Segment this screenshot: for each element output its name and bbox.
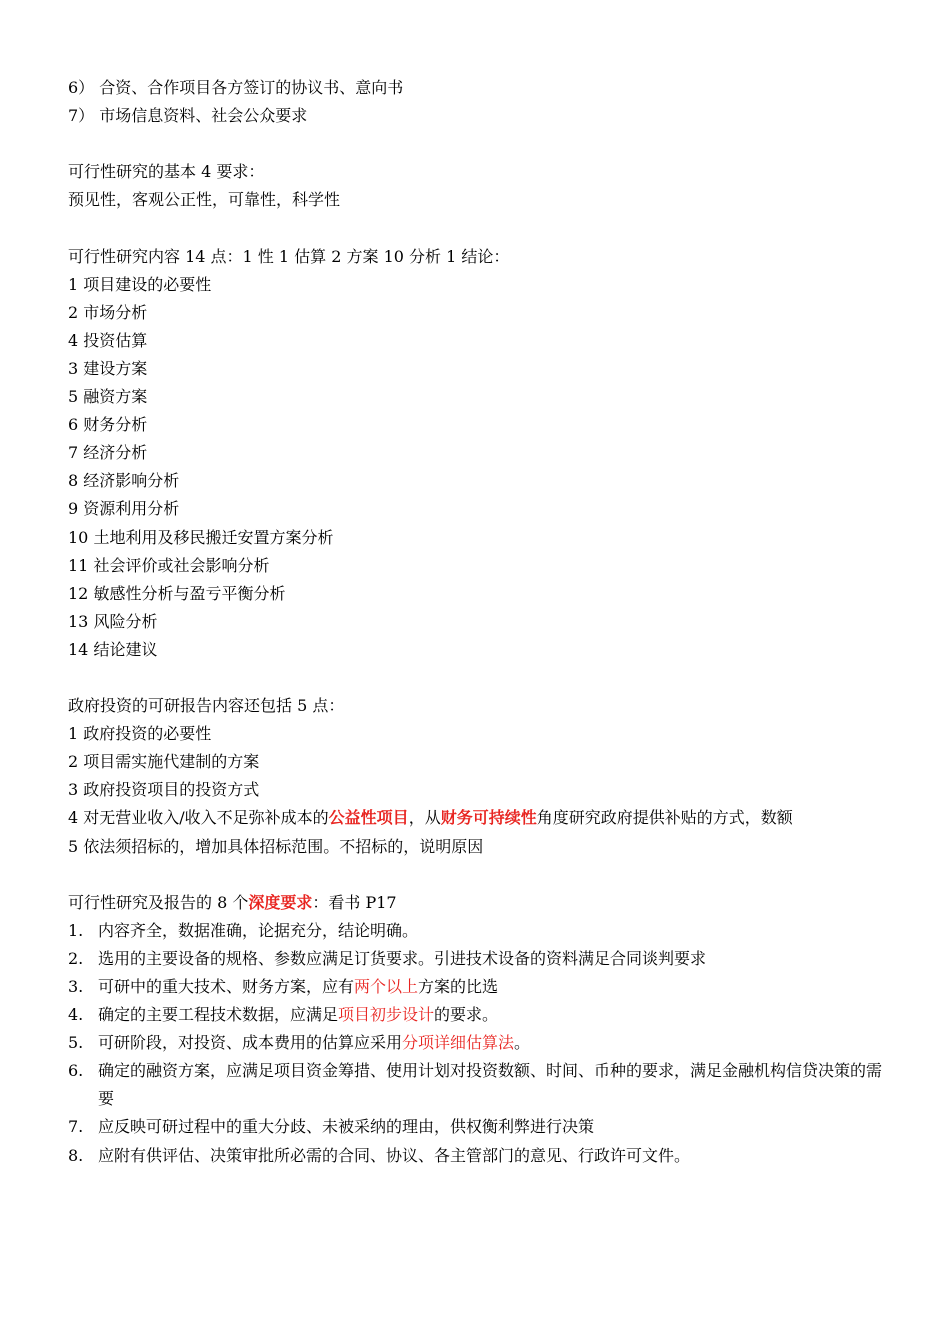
depth-heading — [68, 889, 888, 917]
highlight-preliminary-design: 项目初步设计 — [338, 1005, 435, 1025]
list-text: 确定的融资方案，应满足项目资金筹措、使用计划对投资数额、时间、币种的要求，满足金融机构信贷决策的需要 — [98, 1061, 883, 1109]
list-text: 应反映可研过程中的重大分歧、未被采纳的理由，供权衡利弊进行决策 — [98, 1117, 595, 1137]
content-item: 9 资源利用分析 — [68, 499, 180, 519]
list-text: 选用的主要设备的规格、参数应满足订货要求。引进技术设备的资料满足合同谈判要求 — [98, 948, 707, 968]
depth-item-5 — [68, 1029, 888, 1057]
content-item: 14 结论建议 — [68, 639, 158, 659]
content-item: 1 项目建设的必要性 — [68, 274, 212, 294]
list-number: 5. — [68, 1033, 84, 1053]
gov-item-4 — [68, 804, 888, 832]
content-item: 4 投资估算 — [68, 330, 148, 350]
depth-item-3 — [68, 973, 888, 1001]
source-item-6: 6） 合资、合作项目各方签订的协议书、意向书 — [68, 78, 404, 97]
highlight-depth-req: 深度要求 — [248, 892, 313, 912]
content-item: 8 经济影响分析 — [68, 471, 180, 491]
list-number: 7. — [68, 1117, 84, 1137]
spacer — [68, 214, 888, 242]
depth-heading-text: 可行性研究及报告的 8 个 — [68, 892, 249, 912]
list-text-part: 的要求。 — [434, 1005, 499, 1025]
depth-item-1 — [68, 917, 888, 945]
source-item-7: 7） 市场信息资料、社会公众要求 — [68, 106, 308, 126]
depth-item-6 — [68, 1057, 888, 1113]
basic-req-body: 预见性，客观公正性，可靠性，科学性 — [68, 190, 341, 210]
gov-item-4-text: ，从 — [408, 808, 441, 828]
list-number: 8. — [68, 1145, 84, 1165]
gov-item-4-text: 角度研究政府提供补贴的方式，数额 — [536, 808, 793, 828]
content-heading: 可行性研究内容 14 点：1 性 1 估算 2 方案 10 分析 1 结论： — [68, 246, 510, 266]
list-number: 1. — [68, 920, 84, 940]
list-text: 应附有供评估、决策审批所必需的合同、协议、各主管部门的意见、行政许可文件。 — [98, 1145, 691, 1165]
list-text — [98, 973, 888, 1001]
gov-item-3: 3 政府投资项目的投资方式 — [68, 780, 260, 800]
spacer — [68, 664, 888, 692]
list-number: 4. — [68, 1005, 84, 1025]
list-text: 内容齐全，数据准确，论据充分，结论明确。 — [98, 920, 419, 940]
list-number: 6. — [68, 1061, 84, 1081]
content-item: 3 建设方案 — [68, 358, 148, 378]
highlight-detailed-estimate: 分项详细估算法 — [402, 1033, 515, 1053]
list-text-part: 。 — [514, 1033, 531, 1053]
list-text-part: 可研中的重大技术、财务方案，应有 — [98, 977, 355, 996]
gov-heading: 政府投资的可研报告内容还包括 5 点： — [68, 696, 345, 716]
highlight-two-or-more: 两个以上 — [354, 977, 419, 996]
list-text-part: 确定的主要工程技术数据，应满足 — [98, 1005, 339, 1025]
depth-item-8 — [68, 1142, 888, 1170]
gov-item-2: 2 项目需实施代建制的方案 — [68, 752, 260, 772]
content-item: 13 风险分析 — [68, 611, 158, 631]
document-page — [68, 74, 888, 1170]
list-number: 3. — [68, 977, 84, 996]
list-text-part: 方案的比选 — [418, 977, 499, 996]
highlight-public-welfare: 公益性项目 — [328, 808, 409, 828]
gov-item-4-text: 4 对无营业收入/收入不足弥补成本的 — [68, 808, 329, 828]
depth-item-7 — [68, 1113, 888, 1141]
content-item: 6 财务分析 — [68, 415, 148, 435]
depth-heading-text: ：看书 P17 — [312, 892, 397, 912]
basic-req-heading: 可行性研究的基本 4 要求： — [68, 162, 265, 182]
list-text — [98, 1001, 888, 1029]
spacer — [68, 861, 888, 889]
depth-item-2 — [68, 945, 888, 973]
content-item: 5 融资方案 — [68, 387, 148, 407]
depth-item-4 — [68, 1001, 888, 1029]
list-text — [98, 1029, 888, 1057]
content-item: 10 土地利用及移民搬迁安置方案分析 — [68, 527, 334, 547]
list-text-part: 可研阶段，对投资、成本费用的估算应采用 — [98, 1033, 403, 1053]
gov-item-5: 5 依法须招标的，增加具体招标范围。不招标的，说明原因 — [68, 836, 484, 856]
list-number: 2. — [68, 948, 84, 968]
content-item: 7 经济分析 — [68, 443, 148, 463]
spacer — [68, 130, 888, 158]
content-item: 12 敏感性分析与盈亏平衡分析 — [68, 583, 286, 603]
content-item: 11 社会评价或社会影响分析 — [68, 555, 270, 575]
gov-item-1: 1 政府投资的必要性 — [68, 724, 212, 744]
highlight-financial-sustainability: 财务可持续性 — [440, 808, 537, 828]
content-item: 2 市场分析 — [68, 302, 148, 322]
